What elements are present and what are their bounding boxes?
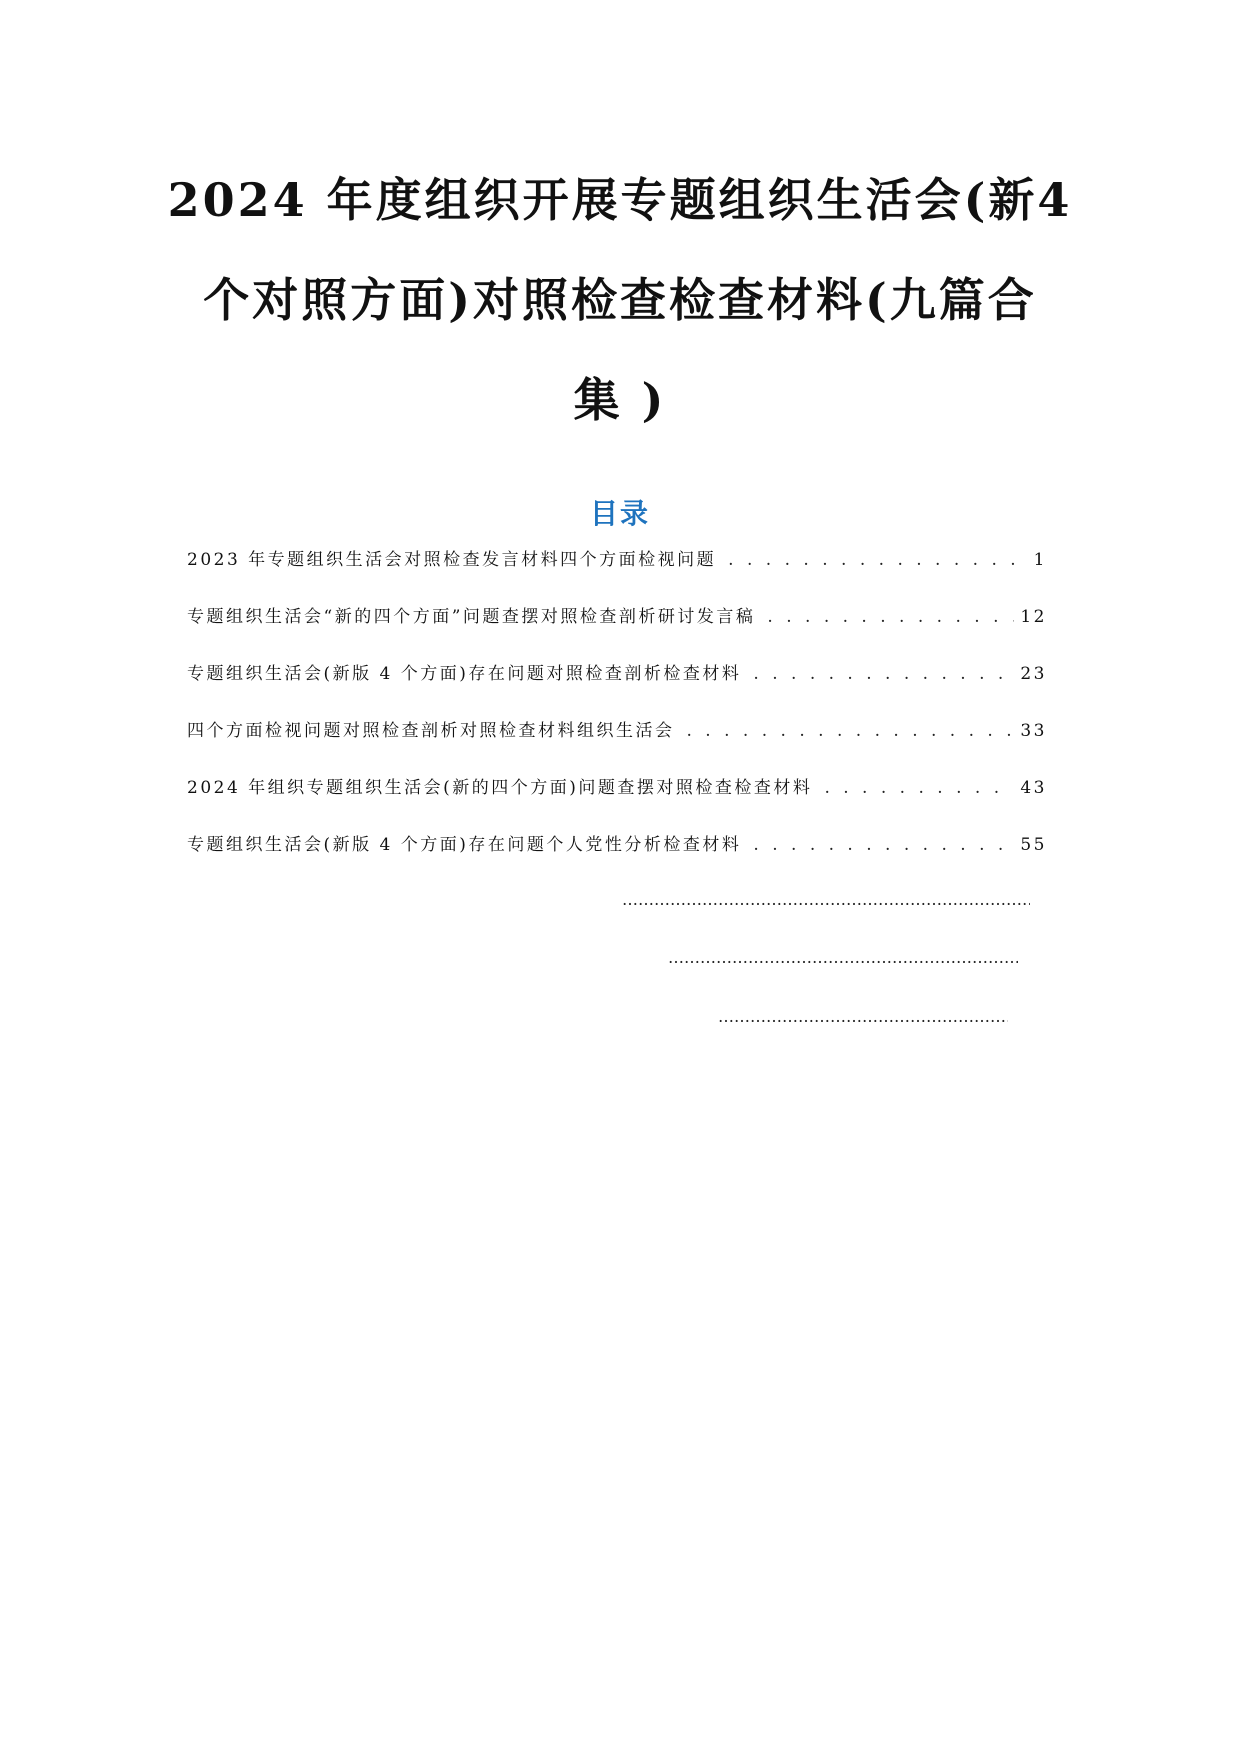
toc-entry-label: 2024 年组织专题组织生活会(新的四个方面)问题查摆对照检查检查材料 [187,778,813,798]
toc-entry-1[interactable] [187,545,1047,602]
stray-dot-leader-2 [668,948,1018,968]
toc-entry-6[interactable] [187,830,1047,887]
toc-entry-label: 专题组织生活会“新的四个方面”问题查摆对照检查剖析研讨发言稿 [187,607,756,627]
toc-page-number: 43 [1020,778,1047,798]
toc-entry-5[interactable] [187,773,1047,830]
toc-dot-leader [728,550,1023,570]
toc-dot-leader [687,721,1015,741]
title-line-2: 个对照方面)对照检查检查材料(九篇合 [203,273,1037,327]
toc-page-number: 1 [1033,550,1047,570]
toc-dot-leader [767,607,1014,627]
toc-page-number: 55 [1020,835,1047,855]
toc-entry-label: 专题组织生活会(新版 4 个方面)存在问题对照检查剖析检查材料 [187,664,742,684]
title-line-1: 2024 年度组织开展专题组织生活会(新4 [167,173,1073,227]
toc-dot-leader [753,835,1014,855]
toc-page-number: 23 [1020,664,1047,684]
title-line-3: 集 ) [573,373,667,427]
toc-page-number: 33 [1020,721,1047,741]
toc-entry-label: 四个方面检视问题对照检查剖析对照检查材料组织生活会 [187,721,675,741]
toc-page-number: 12 [1020,607,1047,627]
toc-dot-leader [753,664,1014,684]
stray-dot-leader-1 [622,890,1030,910]
toc-entry-2[interactable] [187,602,1047,659]
stray-dot-leader-3 [718,1007,1008,1027]
toc-entry-label: 2023 年专题组织生活会对照检查发言材料四个方面检视问题 [187,550,717,570]
toc-entry-label: 专题组织生活会(新版 4 个方面)存在问题个人党性分析检查材料 [187,835,742,855]
document-title [150,150,1090,450]
toc-entry-4[interactable] [187,716,1047,773]
toc-heading: 目录 [589,497,650,530]
toc-dot-leader [824,778,1014,798]
table-of-contents [187,545,1047,887]
toc-entry-3[interactable] [187,659,1047,716]
